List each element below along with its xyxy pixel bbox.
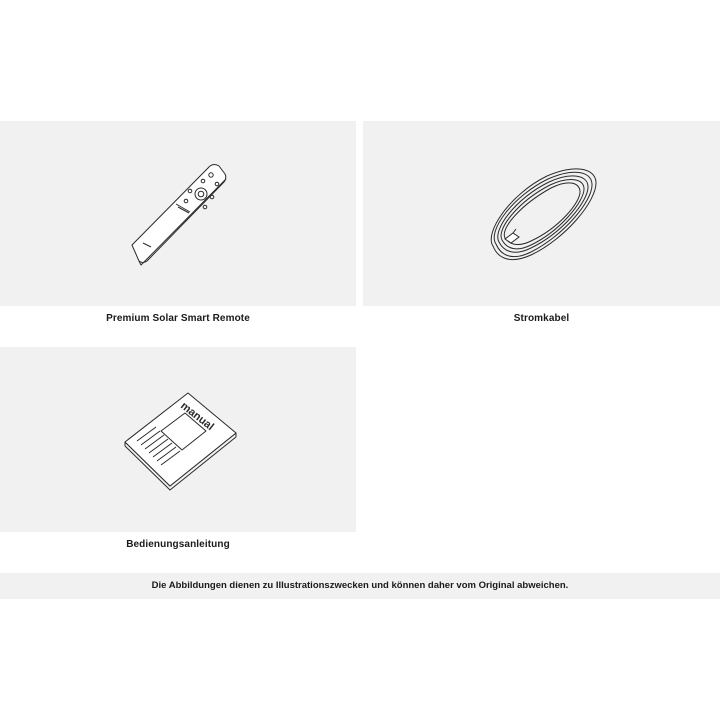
remote-control-icon	[0, 121, 356, 306]
manual-booklet-icon	[0, 347, 356, 532]
manual-caption: Bedienungsanleitung	[126, 539, 230, 550]
disclaimer-text: Die Abbildungen dienen zu Illustrationszwecken und können daher vom Original abweichen.	[151, 580, 569, 591]
remote-tile	[0, 121, 356, 306]
manual-tile	[0, 347, 356, 532]
cable-caption: Stromkabel	[513, 313, 570, 324]
manual-cover-text: manual	[178, 399, 216, 434]
cable-tile	[363, 121, 720, 306]
power-cable-icon	[363, 121, 720, 306]
disclaimer-band	[0, 573, 720, 599]
remote-caption: Premium Solar Smart Remote	[106, 313, 250, 324]
